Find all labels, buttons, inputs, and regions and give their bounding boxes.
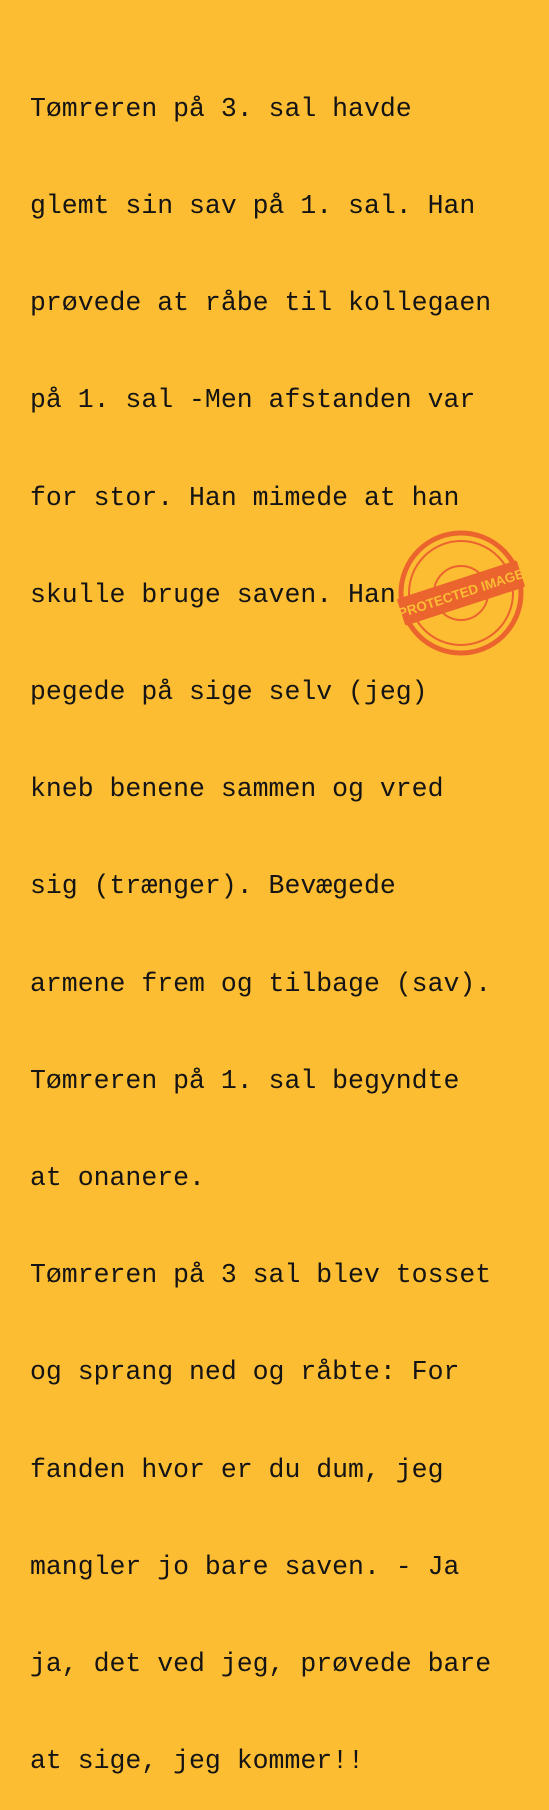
joke-line-2: glemt sin sav på 1. sal. Han [30,191,476,222]
joke-line-14: og sprang ned og råbte: For [30,1357,460,1388]
joke-line-3: prøvede at råbe til kollegaen [30,288,492,319]
joke-line-17: ja, det ved jeg, prøvede bare [30,1649,492,1680]
joke-line-18: at sige, jeg kommer!! [30,1746,364,1777]
joke-line-8: kneb benene sammen og vred [30,774,444,805]
joke-line-9: sig (trænger). Bevægede [30,871,396,902]
watermark-label: PROTECTED IMAGE [396,566,526,621]
joke-line-10: armene frem og tilbage (sav). [30,968,492,999]
joke-line-15: fanden hvor er du dum, jeg [30,1454,444,1485]
joke-line-12: at onanere. [30,1163,205,1194]
joke-line-5: for stor. Han mimede at han [30,482,460,513]
joke-line-11: Tømreren på 1. sal begyndte [30,1065,460,1096]
joke-line-1: Tømreren på 3. sal havde [30,93,412,124]
joke-line-4: på 1. sal -Men afstanden var [30,385,476,416]
joke-line-6: skulle bruge saven. Han [30,579,396,610]
protected-image-stamp-icon [396,528,526,658]
joke-line-16: mangler jo bare saven. - Ja [30,1551,460,1582]
joke-line-13: Tømreren på 3 sal blev tosset [30,1260,492,1291]
joke-line-7: pegede på sige selv (jeg) [30,677,428,708]
joke-text [30,28,540,1810]
